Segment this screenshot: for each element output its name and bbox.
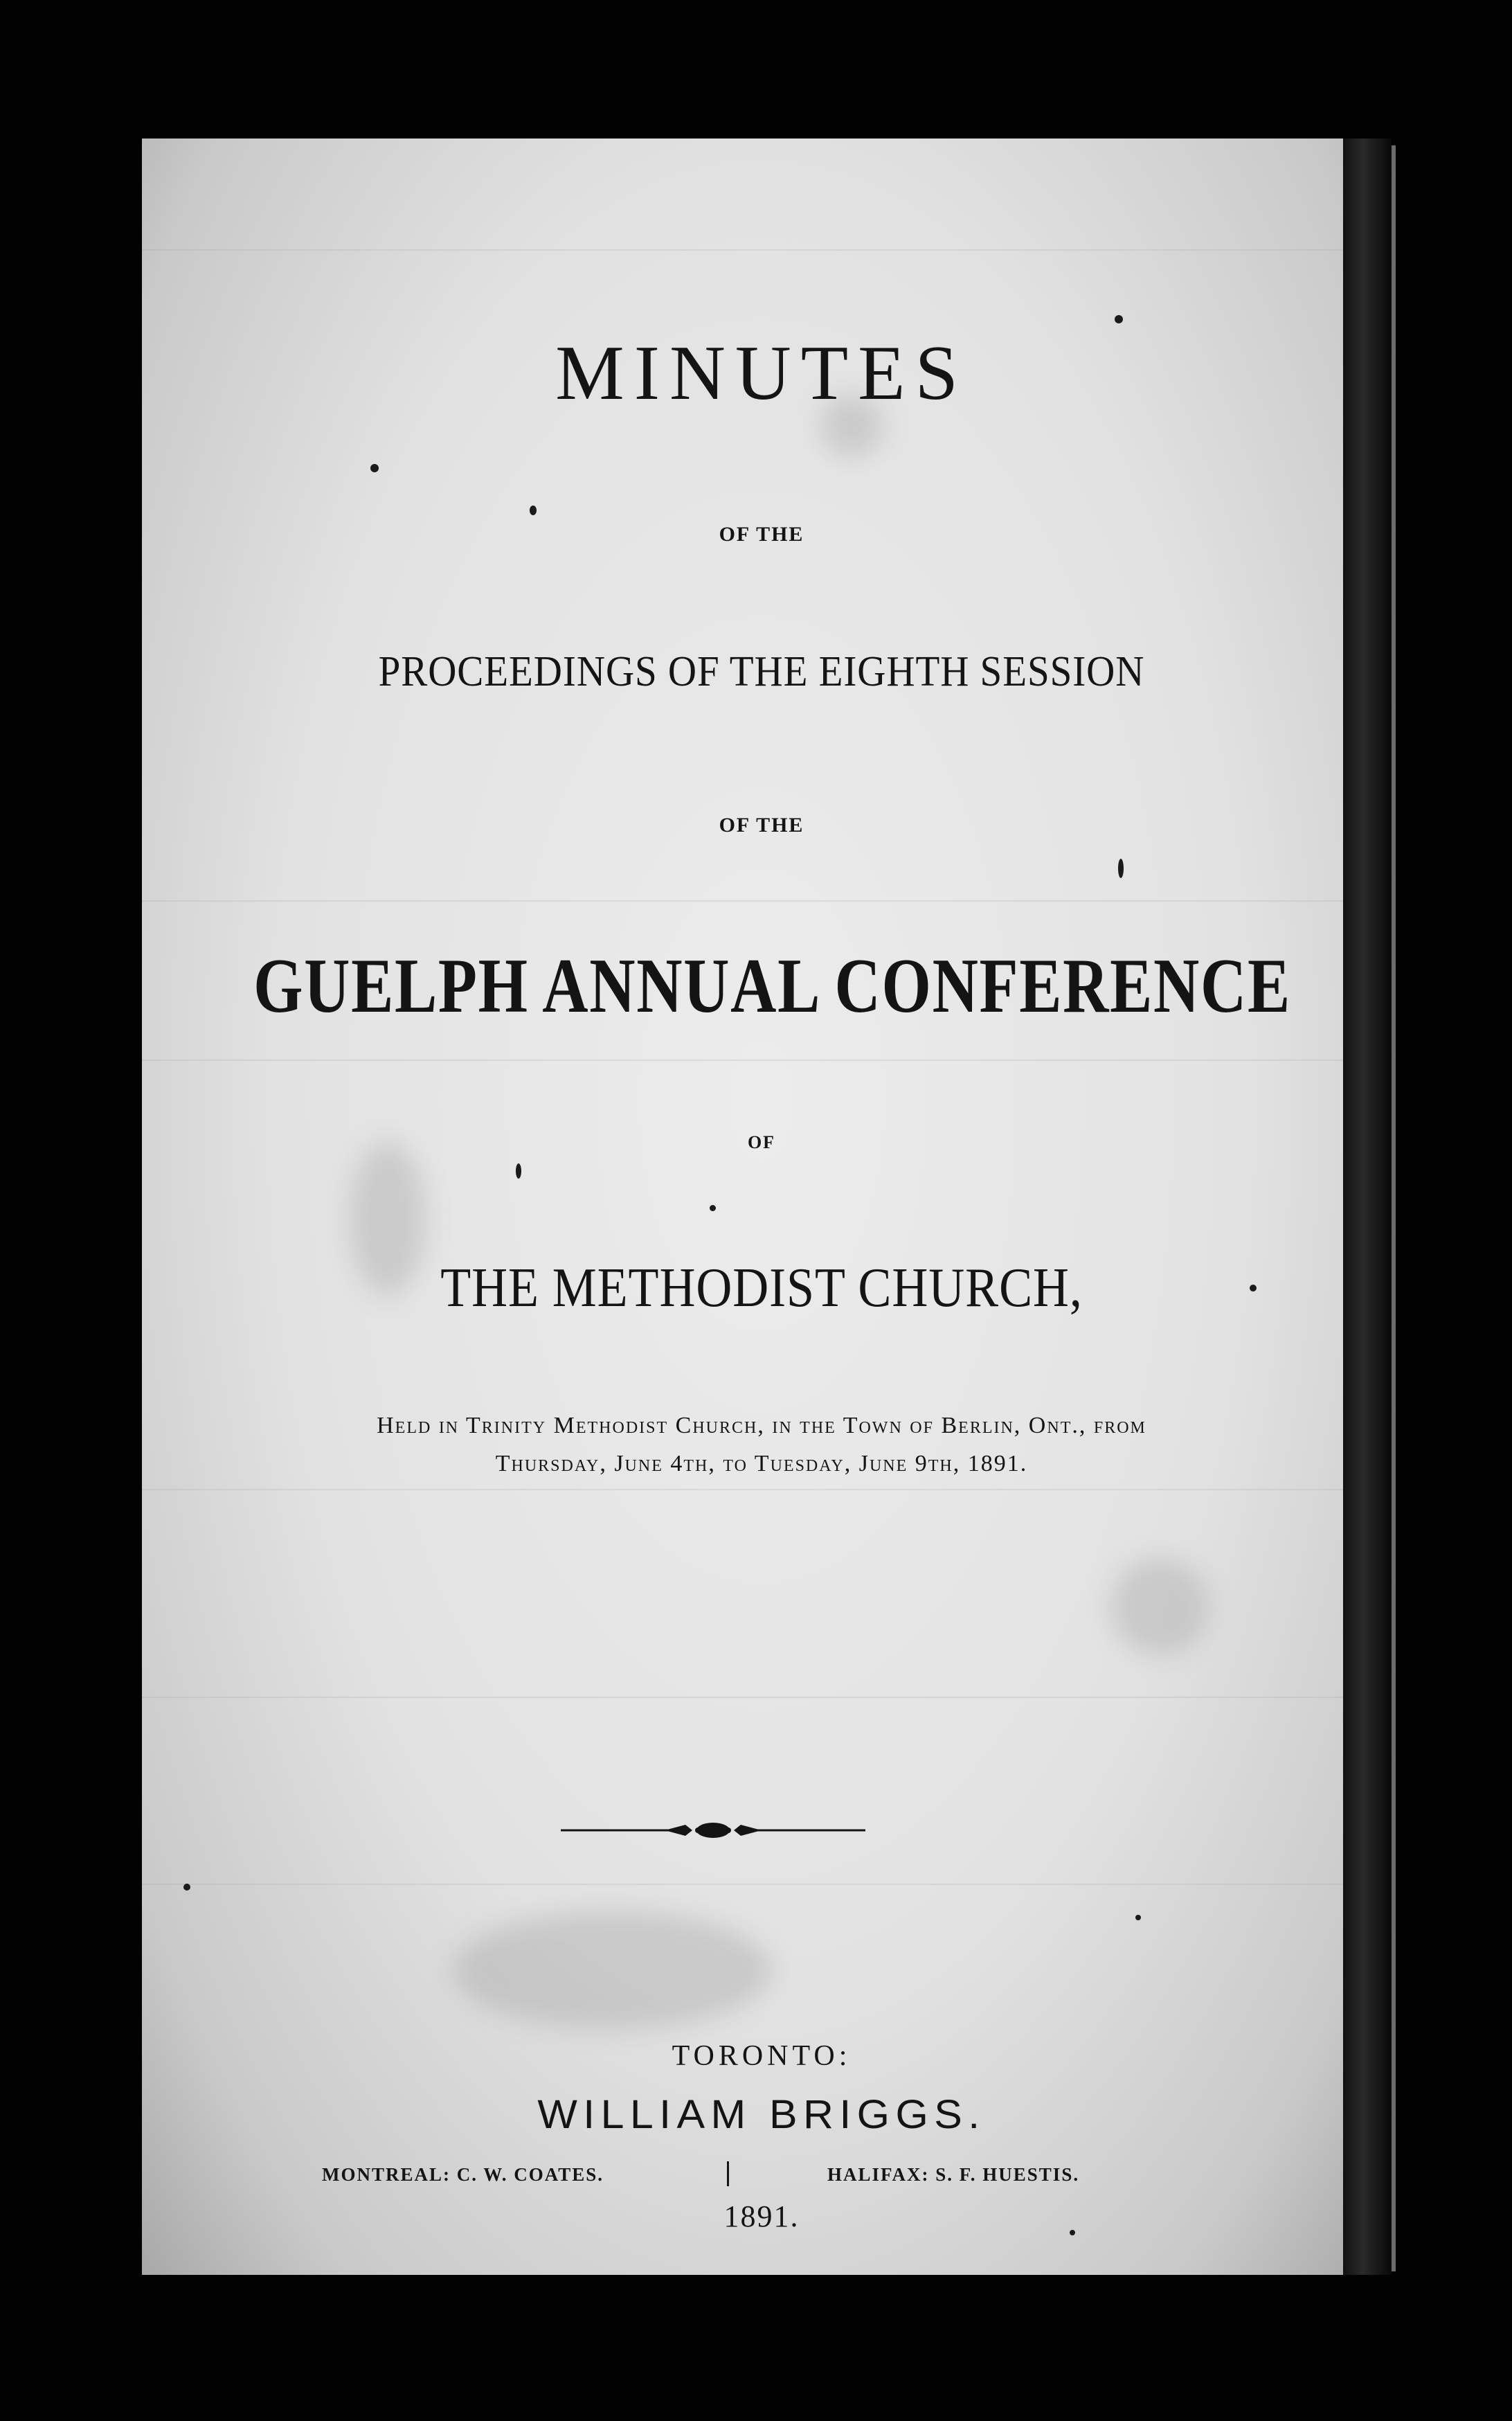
ink-smudge <box>1111 1558 1208 1655</box>
imprint-year: 1891. <box>723 2199 800 2233</box>
ink-speck <box>1135 1915 1141 1920</box>
church-heading: THE METHODIST CHURCH, <box>440 1258 1083 1319</box>
held-line-2: Thursday, June 4th, to Tuesday, June 9th, 1891. <box>495 1451 1028 1476</box>
ink-speck <box>1118 859 1124 878</box>
ink-speck <box>516 1163 521 1179</box>
paper-rule <box>142 900 1381 902</box>
paper-rule <box>142 1060 1381 1061</box>
title-page <box>142 139 1381 2275</box>
agents-line <box>142 2164 1381 2192</box>
ink-speck <box>1115 315 1123 323</box>
book-spine-shadow <box>1343 139 1392 2275</box>
proceedings-heading: PROCEEDINGS OF THE EIGHTH SESSION <box>378 648 1145 695</box>
ink-smudge <box>453 1911 772 2029</box>
ink-speck <box>710 1205 716 1211</box>
subtitle-of: OF <box>747 1132 776 1152</box>
ink-speck <box>530 506 537 515</box>
subtitle-of-the-2: OF THE <box>719 814 804 837</box>
held-line-1: Held in Trinity Methodist Church, in the Town of Berlin, Ont., from <box>377 1413 1146 1438</box>
subtitle-of-the: OF THE <box>719 523 804 546</box>
conference-heading: GUELPH ANNUAL CONFERENCE <box>253 943 1291 1029</box>
publisher-name: WILLIAM BRIGGS. <box>537 2092 986 2137</box>
ink-speck <box>370 464 379 472</box>
paper-rule <box>142 249 1381 251</box>
imprint-place: TORONTO: <box>672 2040 852 2072</box>
ornamental-divider-icon <box>561 1818 865 1843</box>
paper-rule <box>142 1884 1381 1885</box>
paper-rule <box>142 1697 1381 1698</box>
title-minutes: MINUTES <box>555 330 968 416</box>
paper-rule <box>142 1489 1381 1490</box>
agents-divider <box>727 2161 729 2186</box>
agent-halifax: HALIFAX: S. F. HUESTIS. <box>827 2164 1080 2185</box>
ink-speck <box>183 1884 190 1891</box>
page-edge-highlight <box>1392 145 1396 2271</box>
agent-montreal: MONTREAL: C. W. COATES. <box>322 2164 604 2185</box>
